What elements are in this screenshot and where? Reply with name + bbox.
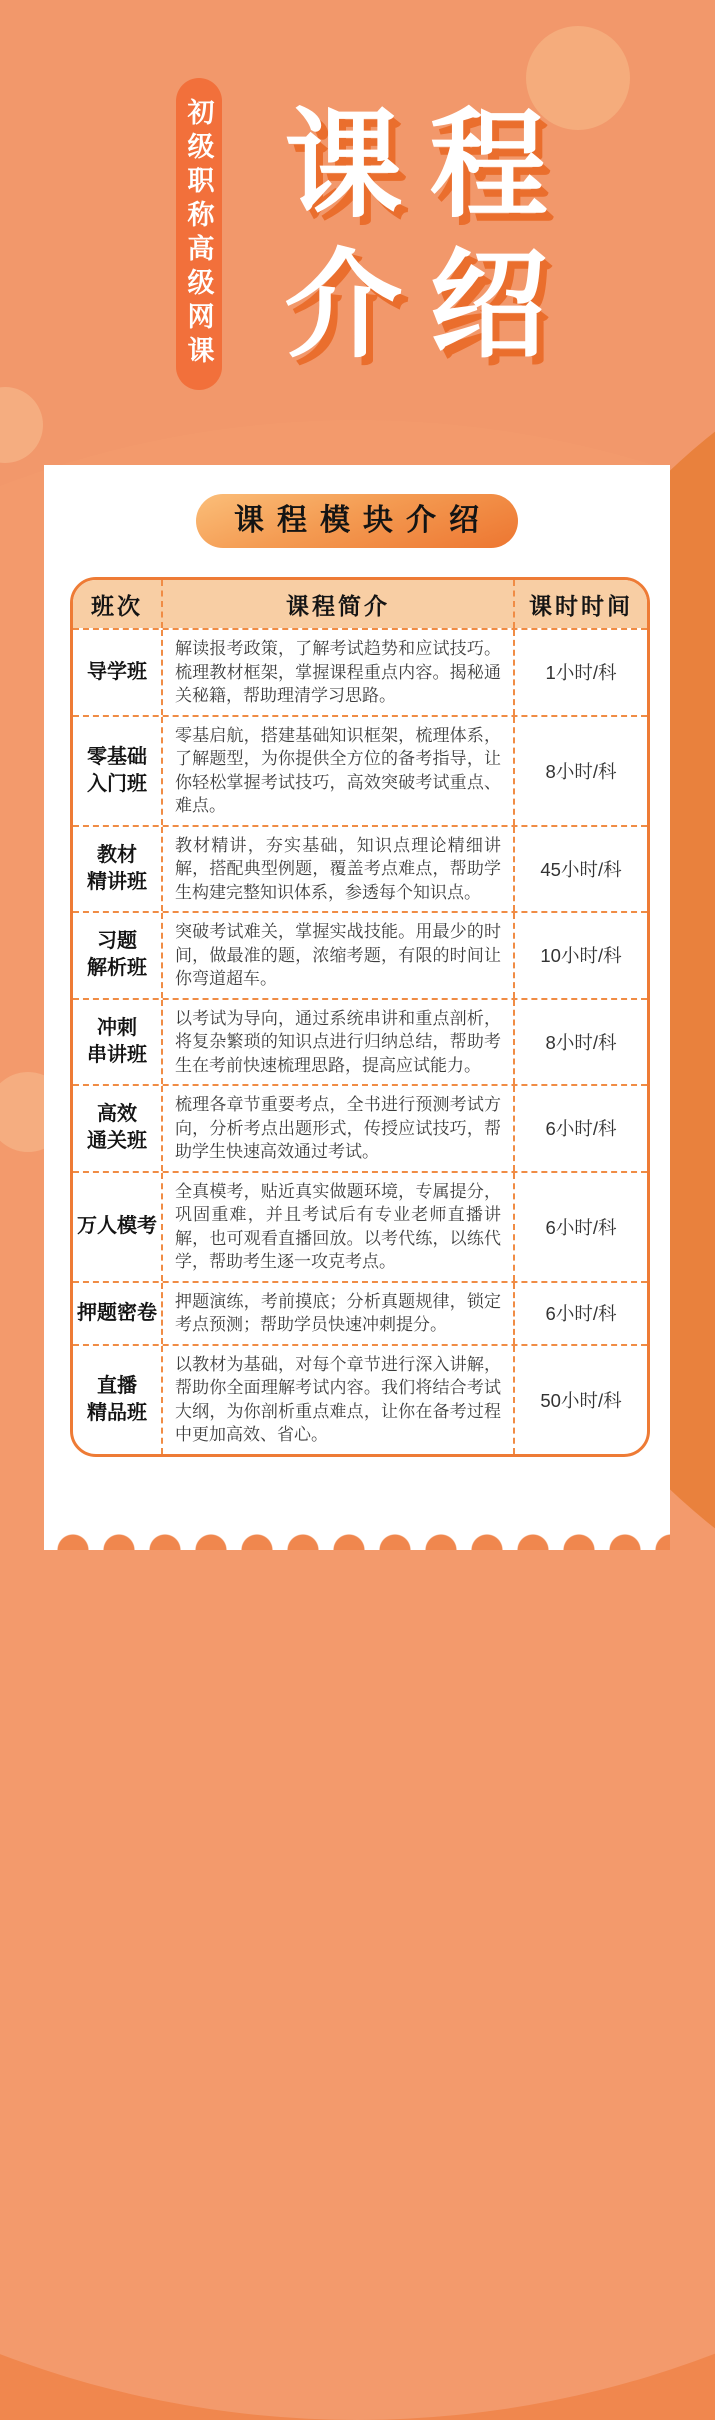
table-row xyxy=(73,1171,647,1281)
class-name: 直播 精品班 xyxy=(87,1374,147,1424)
table-header-row xyxy=(73,580,647,628)
class-hours: 6小时/科 xyxy=(545,1303,617,1324)
class-hours: 6小时/科 xyxy=(545,1118,617,1140)
scalloped-edge xyxy=(44,1533,670,1550)
course-category-badge xyxy=(176,78,222,390)
class-name: 押题密卷 xyxy=(77,1301,157,1324)
header-class: 班次 xyxy=(91,592,143,619)
class-hours: 45小时/科 xyxy=(540,858,622,880)
class-hours: 10小时/科 xyxy=(540,945,622,967)
table-row xyxy=(73,1344,647,1454)
class-hours: 50小时/科 xyxy=(540,1389,622,1411)
class-description: 梳理各章节重要考点，全书进行预测考试方向，分析考点出题形式，传授应试技巧，帮助学生快速高效通过考试。 xyxy=(161,1086,515,1171)
class-description: 零基启航，搭建基础知识框架，梳理体系，了解题型，为你提供全方位的备考指导，让你轻松掌握考试技巧，高效突破考试重点、难点。 xyxy=(161,717,515,825)
table-row xyxy=(73,628,647,715)
page-title-line1: 课程 xyxy=(284,100,575,232)
table-row xyxy=(73,715,647,825)
class-name: 导学班 xyxy=(87,660,147,683)
class-name: 零基础 入门班 xyxy=(87,745,147,795)
class-description: 解读报考政策，了解考试趋势和应试技巧。梳理教材框架，掌握课程重点内容。揭秘通关秘籍，帮助理清学习思路。 xyxy=(161,630,515,715)
page-title-line2: 介绍 xyxy=(284,240,575,372)
class-hours: 1小时/科 xyxy=(545,662,617,684)
class-description: 以考试为导向，通过系统串讲和重点剖析，将复杂繁琐的知识点进行归纳总结，帮助考生在考前快速梳理思路，提高应试能力。 xyxy=(161,1000,515,1085)
class-name: 高效 通关班 xyxy=(87,1103,147,1153)
class-hours: 8小时/科 xyxy=(545,760,617,782)
course-table xyxy=(70,577,650,1457)
class-description: 押题演练，考前摸底；分析真题规律，锁定考点预测；帮助学员快速冲刺提分。 xyxy=(161,1283,515,1344)
class-name: 冲刺 串讲班 xyxy=(87,1016,147,1066)
table-row xyxy=(73,911,647,998)
class-description: 教材精讲，夯实基础，知识点理论精细讲解，搭配典型例题，覆盖考点难点，帮助学生构建完整知识体系，参透每个知识点。 xyxy=(161,827,515,912)
class-description: 全真模考，贴近真实做题环境，专属提分，巩固重难，并且考试后有专业老师直播讲解，也可观看直播回放。以考代练，以练代学，帮助考生逐一攻克考点。 xyxy=(161,1173,515,1281)
class-description: 突破考试难关，掌握实战技能。用最少的时间，做最准的题，浓缩考题，有限的时间让你弯道超车。 xyxy=(161,913,515,998)
header-intro: 课程简介 xyxy=(161,580,515,628)
badge-label: 初级职称高级网课 xyxy=(183,98,214,370)
content-card xyxy=(44,465,670,1550)
table-row xyxy=(73,1084,647,1171)
class-name: 教材 精讲班 xyxy=(87,843,147,893)
class-hours: 6小时/科 xyxy=(545,1216,617,1238)
header-time: 课时时间 xyxy=(529,592,633,619)
section-heading: 课程模块介绍 xyxy=(234,504,492,537)
class-name: 万人模考 xyxy=(77,1215,157,1237)
class-description: 以教材为基础，对每个章节进行深入讲解，帮助你全面理解考试内容。我们将结合考试大纲，为你剖析重点难点，让你在备考过程中更加高效、省心。 xyxy=(161,1346,515,1454)
table-row xyxy=(73,825,647,912)
class-hours: 8小时/科 xyxy=(545,1031,617,1053)
table-row xyxy=(73,998,647,1085)
page-title xyxy=(248,96,584,376)
table-row xyxy=(73,1281,647,1344)
section-heading-pill xyxy=(196,494,518,548)
class-name: 习题 解析班 xyxy=(87,930,147,980)
